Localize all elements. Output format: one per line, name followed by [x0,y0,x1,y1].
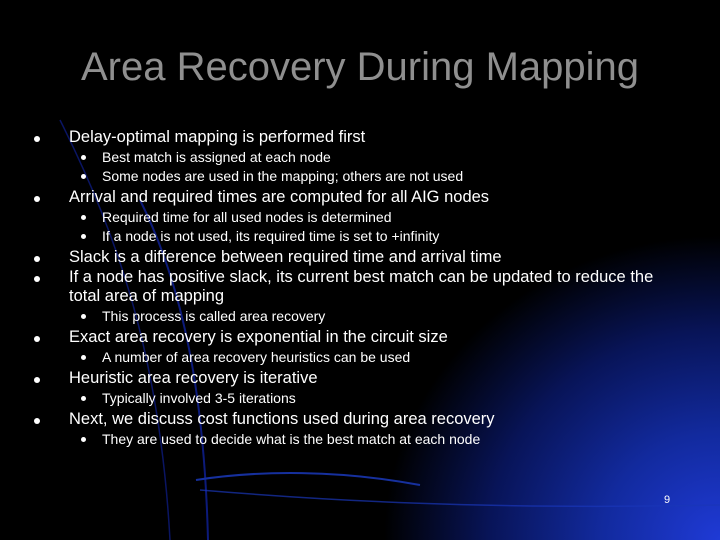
slide-title: Area Recovery During Mapping [80,45,640,89]
bullet-4-sub-1: This process is called area recovery [102,308,326,324]
bullet-1-sub-2: Some nodes are used in the mapping; others are not used [102,168,464,184]
bullet-5-text: Exact area recovery is exponential in the circuit size [69,328,448,346]
bullet-6-sub-1: Typically involved 3-5 iterations [102,390,296,406]
bullet-6-text: Heuristic area recovery is iterative [69,369,318,387]
bullet-7-sub-1: They are used to decide what is the best match at each node [102,431,481,447]
bullet-5-sub-1: A number of area recovery heuristics can be used [102,349,411,365]
bullet-2-sub-2: If a node is not used, its required time is set to +infinity [102,228,440,244]
page-number: 9 [664,494,671,506]
bullet-7-text: Next, we discuss cost functions used during area recovery [69,410,495,428]
bullet-1-text: Delay-optimal mapping is performed first [69,128,366,146]
bullet-4-text: If a node has positive slack, its current best match can be updated to reduce the total area of mapping [69,268,654,305]
bullet-2-text: Arrival and required times are computed for all AIG nodes [69,188,490,206]
bullet-1-sub-1: Best match is assigned at each node [102,149,331,165]
bullet-3-text: Slack is a difference between required time and arrival time [69,248,502,266]
bullet-2-sub-1: Required time for all used nodes is determined [102,209,392,225]
